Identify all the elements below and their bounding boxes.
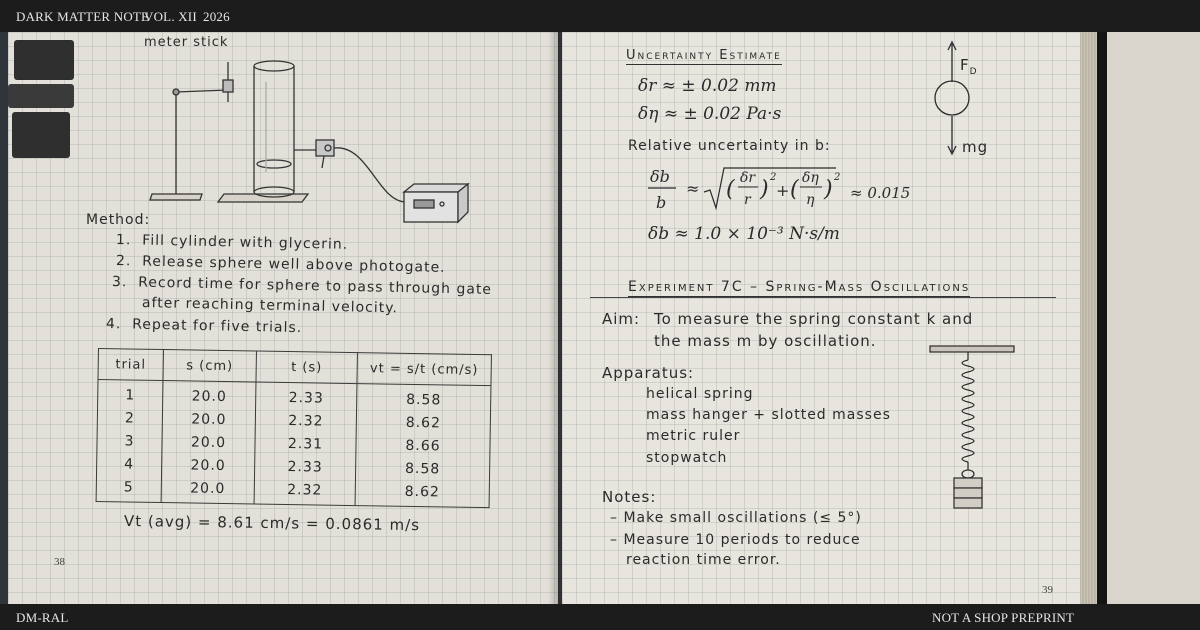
aim-line-2: the mass m by oscillation. [654,332,877,350]
table-cell: 20.0 [162,430,255,454]
average-velocity: Vt (avg) = 8.61 cm/s = 0.0861 m/s [123,512,421,535]
page-number-left: 38 [54,556,65,568]
notebook-photo [0,32,1200,604]
apparatus-label: Apparatus: [602,364,695,382]
svg-text:(: ( [726,177,735,202]
uncertainty-heading: Uncertainty Estimate [626,48,782,63]
delta-b-equation: δb ≈ 1.0 × 10⁻³ N·s/m [648,224,840,244]
year-label: 2026 [203,9,230,24]
table-cell: 8.58 [357,384,491,413]
footer-left-label: DM-RAL [16,610,69,625]
tabletop [1100,32,1200,604]
table-row [96,475,489,508]
svg-text:δη: δη [802,170,819,186]
section-divider [590,297,1056,298]
step-text: Release sphere well above photogate. [142,253,446,276]
svg-text:≈: ≈ [686,179,700,198]
aim-label: Aim: [602,310,641,328]
step-number: 2. [115,253,132,270]
delta-eta-equation: δη ≈ ± 0.02 Pa·s [638,104,782,124]
header-bar [0,0,1200,32]
column-header: vt = s/t (cm/s) [357,353,491,386]
column-header: trial [98,349,163,381]
left-page [8,32,558,604]
delta-r-equation: δr ≈ ± 0.02 mm [638,76,777,96]
step-text: Fill cylinder with glycerin. [142,232,349,253]
svg-text:+: + [776,181,790,200]
footer-right-label: NOT A SHOP PREPRINT [932,610,1075,625]
apparatus-item: stopwatch [646,450,728,466]
svg-text:2: 2 [770,172,777,183]
note-item: – Measure 10 periods to reduce [610,532,861,548]
svg-text:(: ( [790,177,799,202]
table-cell: 2.31 [255,431,356,456]
step-number: 3. [111,274,128,291]
table-cell: 20.0 [161,453,254,477]
meter-stick-caption: meter stick [144,35,229,50]
aim-line-1: To measure the spring constant k and [654,310,974,328]
table-cell: 1 [98,380,163,408]
svg-text:): ) [760,177,769,202]
experiment-heading: Experiment 7C – Spring-Mass Oscillations [628,279,971,295]
relative-uncertainty-label: Relative uncertainty in b: [628,138,831,154]
trials-table [96,348,492,508]
apparatus-item: helical spring [646,386,754,402]
svg-text:δb: δb [650,167,670,186]
step-text: after reaching terminal velocity. [141,295,399,317]
binder-clip [8,40,74,160]
apparatus-item: mass hanger + slotted masses [646,407,891,423]
step-text: Record time for sphere to pass through gate [138,274,493,298]
table-cell: 2.32 [254,477,355,505]
method-step-1 [116,232,349,253]
table-cell: 8.62 [355,479,489,508]
spring-mass-sketch [928,342,1018,512]
note-item-cont: reaction time error. [626,552,781,568]
table-cell: 2.33 [254,454,355,479]
column-header: t (s) [256,351,357,384]
svg-text:η: η [806,192,815,208]
table-cell: 20.0 [162,407,255,431]
step-text: Repeat for five trials. [132,316,303,337]
table-cell: 20.0 [163,381,256,409]
table-cell: 8.66 [356,433,490,458]
drag-force-symbol: F [960,56,970,74]
table-cell: 4 [97,452,162,476]
method-step-3 [112,274,492,298]
table-cell: 3 [97,429,162,453]
column-header: s (cm) [163,350,256,382]
apparatus-item: metric ruler [646,428,741,444]
drag-force-subscript: D [969,67,978,77]
falling-sphere-apparatus-sketch [138,52,478,232]
page-edges [1080,32,1098,604]
method-heading: Method: [86,212,151,228]
volume-label: VOL. XII [144,9,197,24]
notes-label: Notes: [602,488,657,506]
step-number: 4. [105,316,122,333]
notebook-cover-right [1097,32,1107,604]
right-page [562,32,1082,604]
weight-label: mg [962,138,989,156]
table-cell: 8.58 [355,456,489,481]
table-cell: 5 [96,475,161,503]
note-item: – Make small oscillations (≤ 5°) [610,510,862,526]
svg-text:δr: δr [740,170,756,186]
drag-force-label [960,56,978,77]
svg-text:b: b [656,193,667,212]
journal-title: DARK MATTER NOTE [16,9,150,24]
table-cell: 8.62 [356,410,490,435]
svg-text:r: r [744,192,751,208]
table-cell: 20.0 [161,476,254,504]
method-step-2 [116,253,446,276]
footer-bar [0,604,1200,630]
svg-text:): ) [824,177,833,202]
method-step-4 [106,316,303,336]
table-cell: 2.33 [256,382,357,410]
page-number-right: 39 [1042,584,1053,596]
table-cell: 2.32 [255,408,356,433]
table-cell: 2 [97,406,162,430]
method-step-3-cont [142,295,398,316]
step-number: 1. [115,232,132,249]
svg-text:2: 2 [834,172,841,183]
relative-uncertainty-result: ≈ 0.015 [850,184,911,202]
